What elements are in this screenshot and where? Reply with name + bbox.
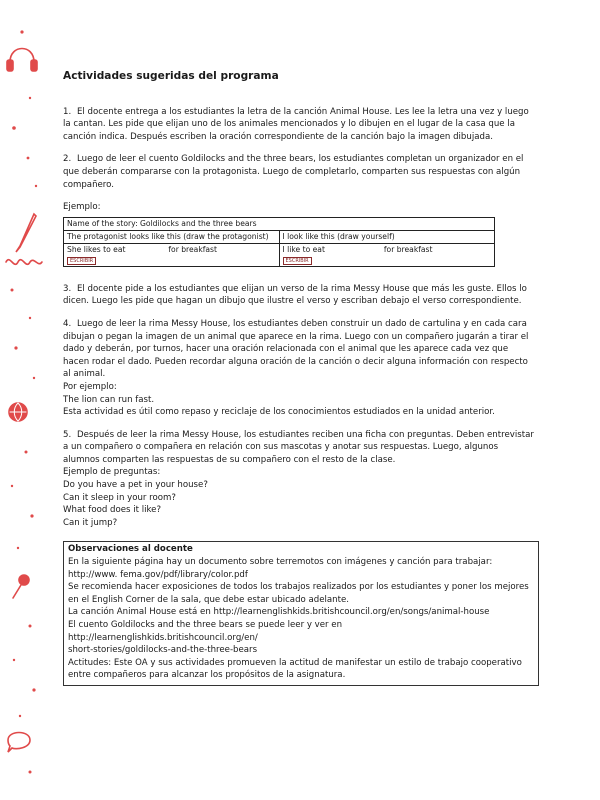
table-row [64, 217, 495, 230]
observation-line: El cuento Goldilocks and the three bears se puede leer y ver en [68, 620, 343, 630]
activity-1 [63, 106, 535, 144]
activity-line: Do you have a pet in your house? [63, 480, 208, 491]
cell-sentence [283, 245, 433, 255]
activity-line: Esta actividad es útil como repaso y reciclaje de los conocimientos estudiados en la unidad anterior. [63, 407, 495, 418]
activity-text: Luego de leer el cuento Goldilocks and the three bears, los estudiantes completan un organizador en el que deberán compararse con la protagonista. Luego de completarlo, comparten sus respuestas con algún compañero. [63, 154, 524, 190]
table-cell [279, 243, 495, 266]
pencil-icon [16, 214, 36, 252]
activity-line: What food does it like? [63, 505, 162, 516]
activity-2 [63, 153, 535, 191]
margin-decoration [0, 0, 50, 800]
observation-line: Actitudes: Este OA y sus actividades promueven la actitud de manifestar un estilo de trabajo cooperativo entre compañeros para alcanzar los propósitos de la asignatura. [68, 657, 522, 681]
activity-text: El docente pide a los estudiantes que elijan un verso de la rima Messy House que más les guste. Ellos lo dicen. Luego les pide que hagan un dibujo que ilustre el verso y escriban debajo el verso correspondiente. [63, 283, 527, 307]
cell-text: for breakfast [383, 244, 433, 254]
activity-line: Can it sleep in your room? [63, 492, 176, 503]
table-row [64, 230, 495, 243]
activity-text: El docente entrega a los estudiantes la letra de la canción Animal House. Les lee la letra una vez y luego la cantan. Les pide que elijan uno de los animales mencionados y lo dibujen en el lugar de la casa que la canción indica. Después escriben la oración correspondiente de la canción bajo la imagen dibujada. [63, 106, 529, 142]
page-title: Actividades sugeridas del programa [63, 70, 279, 82]
example-label: Ejemplo: [63, 202, 101, 213]
activity-number: 3. [63, 283, 72, 294]
cell-text: for breakfast [168, 244, 217, 254]
activity-text: Después de leer la rima Messy House, los estudiantes reciben una ficha con preguntas. Deben entrevistar a un compañero o compañera en relación con sus mascotas y anotar sus respuestas. Luego, algunos alumnos comparten las respuestas de su compañero con el resto de la clase. [63, 429, 534, 465]
activity-number: 1. [63, 106, 72, 117]
activity-number: 5. [63, 429, 72, 440]
globe-icon [9, 403, 27, 421]
write-stamp: ESCRIBIR [283, 257, 312, 265]
table-cell [64, 243, 280, 266]
table-cell: I look like this (draw yourself) [279, 230, 495, 243]
observation-line: short-stories/goldilocks-and-the-three-bears [68, 645, 258, 656]
example-organizer-table [63, 217, 495, 267]
activity-number: 4. [63, 318, 72, 329]
activity-line: Por ejemplo: [63, 381, 117, 392]
teacher-observations-box [63, 541, 539, 686]
table-cell: The protagonist looks like this (draw the protagonist) [64, 230, 280, 243]
observation-line: La canción Animal House está en http://learnenglishkids.britishcouncil.org/en/songs/animal-house [68, 607, 490, 618]
table-cell: Name of the story: Goldilocks and the three bears [64, 217, 495, 230]
activity-number: 2. [63, 154, 72, 165]
observation-line: http://learnenglishkids.britishcouncil.org/en/ [68, 632, 258, 643]
activity-4 [63, 318, 535, 419]
write-stamp: ESCRIBIR [67, 257, 96, 265]
cell-sentence [67, 245, 217, 255]
scribble-decoration [6, 260, 42, 265]
table-row [64, 243, 495, 266]
microphone-icon [13, 575, 29, 598]
cell-text: I like to eat [282, 244, 325, 254]
activity-5 [63, 429, 535, 530]
activity-3 [63, 283, 535, 308]
observation-line: Se recomienda hacer exposiciones de todos los trabajos realizados por los estudiantes y poner los mejores en el English Corner de la sala, que debe estar ubicado adelante. [68, 582, 529, 605]
headphones-icon [7, 49, 37, 72]
speech-bubble-icon [8, 733, 30, 753]
document-content [63, 70, 535, 686]
activity-line: The lion can run fast. [63, 394, 155, 405]
observation-line: En la siguiente página hay un documento sobre terremotos con imágenes y canción para trabajar: http://www. fema.gov/pdf/library/color.pdf [68, 557, 493, 580]
activity-line: Can it jump? [63, 517, 118, 528]
observations-title: Observaciones al docente [68, 544, 193, 555]
activity-line: Ejemplo de preguntas: [63, 467, 161, 478]
activity-text: Luego de leer la rima Messy House, los estudiantes deben construir un dado de cartulina y en cada cara dibujan o pegan la imagen de un animal que aparece en la rima. Luego con un compañero jugarán a tirar el dado y deberán, por turnos, hacer una oración relacionada con el animal que les aparece cada vez que hacen rodar el dado. Pueden recordar alguna oración de la canción o decir alguna información con respecto al animal. [63, 318, 529, 380]
cell-text: She likes to eat [67, 244, 126, 254]
